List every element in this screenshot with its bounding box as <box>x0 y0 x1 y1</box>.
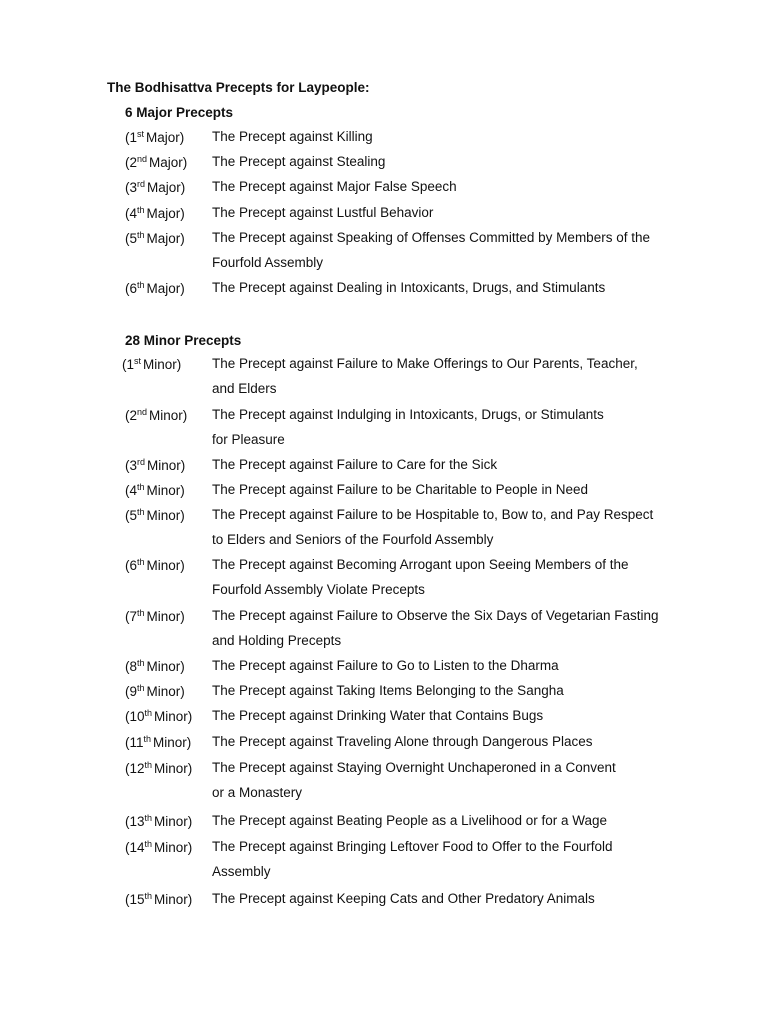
open-paren: ( <box>125 609 130 624</box>
ordinal-suffix: nd <box>137 407 148 417</box>
precept-ordinal: 4 <box>129 483 138 498</box>
precept-text-line: for Pleasure <box>212 432 285 447</box>
open-paren: ( <box>125 281 130 296</box>
precept-category-label: Minor) <box>146 508 185 523</box>
precept-text-line: The Precept against Failure to Care for the Sick <box>212 457 498 472</box>
precept-text-line: The Precept against Failure to be Hospitable to, Bow to, and Pay Respect <box>212 507 654 522</box>
precept-number <box>125 180 185 195</box>
precept-category-label: Minor) <box>153 735 192 750</box>
open-paren: ( <box>125 206 130 221</box>
precept-ordinal: 2 <box>129 155 138 170</box>
precept-text-line: The Precept against Drinking Water that Contains Bugs <box>212 708 544 723</box>
precept-text <box>212 886 682 911</box>
precept-category-label: Major) <box>149 155 188 170</box>
precept-text-line: to Elders and Seniors of the Fourfold Assembly <box>212 532 494 547</box>
precept-category-label: Minor) <box>146 483 185 498</box>
precept-number <box>125 458 185 473</box>
open-paren: ( <box>125 892 130 907</box>
precept-category-label: Minor) <box>154 892 193 907</box>
ordinal-suffix: rd <box>137 457 146 467</box>
precept-number <box>125 281 185 296</box>
precept-ordinal: 6 <box>129 281 138 296</box>
precept-text <box>212 452 682 477</box>
precept-category-label: Minor) <box>146 659 185 674</box>
precept-text <box>212 603 682 653</box>
minor-precepts-heading: 28 Minor Precepts <box>125 333 242 348</box>
precept-number <box>125 206 185 221</box>
precept-ordinal: 11 <box>129 735 144 750</box>
ordinal-suffix: th <box>137 230 145 240</box>
precept-text <box>212 124 682 149</box>
precept-text-line: The Precept against Failure to be Charitable to People in Need <box>212 482 588 497</box>
precept-number <box>125 130 184 145</box>
precept-ordinal: 1 <box>126 357 135 372</box>
precept-text <box>212 477 682 502</box>
precept-number <box>125 840 192 855</box>
open-paren: ( <box>125 231 130 246</box>
precept-number <box>125 761 192 776</box>
ordinal-suffix: st <box>137 129 145 139</box>
precept-ordinal: 10 <box>129 709 145 724</box>
open-paren: ( <box>125 180 130 195</box>
precept-number <box>125 709 192 724</box>
open-paren: ( <box>125 155 130 170</box>
precept-text-line: The Precept against Failure to Observe the Six Days of Vegetarian Fasting <box>212 608 659 623</box>
precept-number <box>125 508 185 523</box>
ordinal-suffix: th <box>137 280 145 290</box>
precept-text <box>212 275 682 300</box>
precept-category-label: Minor) <box>154 709 193 724</box>
open-paren: ( <box>125 659 130 674</box>
open-paren: ( <box>125 840 130 855</box>
precept-text-line: The Precept against Keeping Cats and Other Predatory Animals <box>212 891 595 906</box>
precept-ordinal: 6 <box>129 558 138 573</box>
ordinal-suffix: th <box>137 507 145 517</box>
precept-number <box>125 483 185 498</box>
precept-text <box>212 200 682 225</box>
ordinal-suffix: th <box>144 839 153 849</box>
ordinal-suffix: rd <box>137 179 146 189</box>
precept-category-label: Minor) <box>149 408 188 423</box>
precept-text-line: and Holding Precepts <box>212 633 342 648</box>
precept-text <box>212 678 682 703</box>
open-paren: ( <box>125 130 130 145</box>
precept-number <box>125 408 187 423</box>
precept-number <box>125 558 185 573</box>
open-paren: ( <box>122 357 127 372</box>
ordinal-suffix: th <box>137 683 145 693</box>
open-paren: ( <box>125 458 130 473</box>
precept-ordinal: 2 <box>129 408 138 423</box>
precept-text <box>212 729 682 754</box>
precept-ordinal: 14 <box>129 840 145 855</box>
precept-text-line: The Precept against Dealing in Intoxicants, Drugs, and Stimulants <box>212 280 606 295</box>
ordinal-suffix: nd <box>137 154 148 164</box>
precept-text <box>212 402 682 452</box>
precept-text-line: The Precept against Failure to Go to Listen to the Dharma <box>212 658 559 673</box>
precept-number <box>125 814 192 829</box>
ordinal-suffix: th <box>137 608 145 618</box>
precept-text-line: The Precept against Indulging in Intoxicants, Drugs, or Stimulants <box>212 407 604 422</box>
precept-category-label: Minor) <box>154 840 193 855</box>
precept-ordinal: 1 <box>129 130 138 145</box>
precept-category-label: Minor) <box>154 814 193 829</box>
open-paren: ( <box>125 761 130 776</box>
precept-number <box>125 684 185 699</box>
precept-text <box>212 552 682 602</box>
precept-text-line: The Precept against Staying Overnight Unchaperoned in a Convent <box>212 760 616 775</box>
precept-text-line: The Precept against Taking Items Belonging to the Sangha <box>212 683 564 698</box>
major-precepts-heading: 6 Major Precepts <box>125 105 234 120</box>
ordinal-suffix: th <box>137 658 145 668</box>
precept-text-line: The Precept against Traveling Alone through Dangerous Places <box>212 734 593 749</box>
precept-category-label: Major) <box>146 130 185 145</box>
open-paren: ( <box>125 709 130 724</box>
precept-text-line: The Precept against Major False Speech <box>212 179 457 194</box>
open-paren: ( <box>125 684 130 699</box>
precept-category-label: Minor) <box>154 761 193 776</box>
precept-ordinal: 5 <box>129 231 138 246</box>
precept-text-line: The Precept against Becoming Arrogant upon Seeing Members of the <box>212 557 629 572</box>
precept-number <box>125 735 191 750</box>
precept-text <box>212 351 682 401</box>
precept-category-label: Major) <box>147 180 186 195</box>
precept-ordinal: 12 <box>129 761 145 776</box>
precept-text <box>212 653 682 678</box>
precept-category-label: Minor) <box>143 357 182 372</box>
precept-number <box>122 357 181 372</box>
ordinal-suffix: th <box>137 205 145 215</box>
precept-text-line: Fourfold Assembly Violate Precepts <box>212 582 425 597</box>
precept-text-line: Fourfold Assembly <box>212 255 324 270</box>
precept-ordinal: 15 <box>129 892 145 907</box>
precept-ordinal: 7 <box>129 609 138 624</box>
precept-number <box>125 659 185 674</box>
open-paren: ( <box>125 408 130 423</box>
open-paren: ( <box>125 483 130 498</box>
precept-ordinal: 3 <box>129 458 138 473</box>
ordinal-suffix: th <box>144 760 153 770</box>
precept-category-label: Major) <box>146 231 185 246</box>
ordinal-suffix: st <box>134 356 142 366</box>
precept-text <box>212 174 682 199</box>
precept-text <box>212 149 682 174</box>
ordinal-suffix: th <box>137 482 145 492</box>
precept-category-label: Minor) <box>146 609 185 624</box>
precept-ordinal: 9 <box>129 684 138 699</box>
precept-text <box>212 703 682 728</box>
open-paren: ( <box>125 508 130 523</box>
precept-category-label: Major) <box>146 206 185 221</box>
precept-text-line: The Precept against Failure to Make Offerings to Our Parents, Teacher, <box>212 356 638 371</box>
precept-number <box>125 609 185 624</box>
precept-category-label: Minor) <box>146 558 185 573</box>
precept-text-line: The Precept against Speaking of Offenses Committed by Members of the <box>212 230 650 245</box>
precept-text-line: The Precept against Bringing Leftover Food to Offer to the Fourfold <box>212 839 613 854</box>
precept-ordinal: 8 <box>129 659 138 674</box>
precept-text-line: The Precept against Stealing <box>212 154 386 169</box>
precept-ordinal: 13 <box>129 814 145 829</box>
precept-category-label: Minor) <box>147 458 186 473</box>
precept-text-line: and Elders <box>212 381 277 396</box>
precept-text <box>212 834 682 884</box>
precept-text-line: or a Monastery <box>212 785 303 800</box>
open-paren: ( <box>125 814 130 829</box>
ordinal-suffix: th <box>144 891 153 901</box>
precept-category-label: Major) <box>146 281 185 296</box>
precept-text <box>212 502 682 552</box>
precept-text <box>212 225 682 275</box>
ordinal-suffix: th <box>144 708 153 718</box>
precept-number <box>125 155 187 170</box>
precept-ordinal: 3 <box>129 180 138 195</box>
precept-number <box>125 231 185 246</box>
open-paren: ( <box>125 558 130 573</box>
document-title: The Bodhisattva Precepts for Laypeople: <box>107 80 370 95</box>
precept-text-line: The Precept against Killing <box>212 129 373 144</box>
precept-text-line: Assembly <box>212 864 271 879</box>
precept-text-line: The Precept against Lustful Behavior <box>212 205 434 220</box>
precept-ordinal: 5 <box>129 508 138 523</box>
open-paren: ( <box>125 735 130 750</box>
precept-category-label: Minor) <box>146 684 185 699</box>
precept-number <box>125 892 192 907</box>
ordinal-suffix: th <box>144 813 153 823</box>
precept-text <box>212 808 682 833</box>
precept-text <box>212 755 682 805</box>
ordinal-suffix: th <box>137 557 145 567</box>
precept-ordinal: 4 <box>129 206 138 221</box>
precept-text-line: The Precept against Beating People as a Livelihood or for a Wage <box>212 813 607 828</box>
ordinal-suffix: th <box>143 734 152 744</box>
